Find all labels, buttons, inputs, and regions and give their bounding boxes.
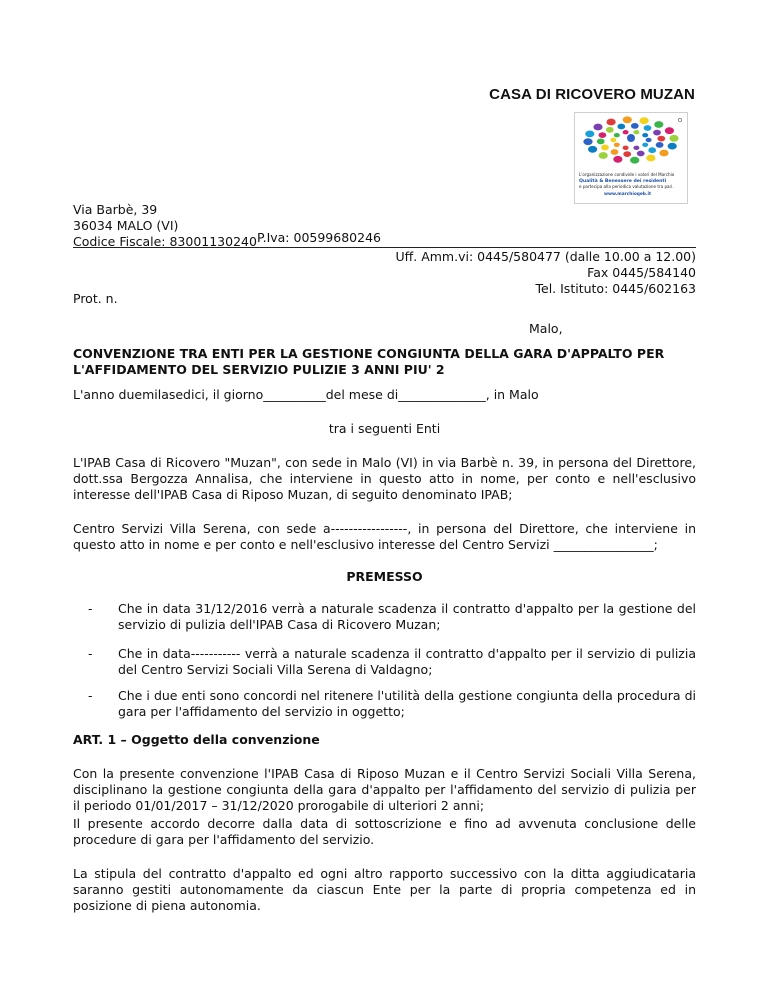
article-1-heading: ART. 1 – Oggetto della convenzione <box>73 732 320 747</box>
logo-dot <box>659 150 668 157</box>
article-1-paragraph-2: Il presente accordo decorre dalla data di sottoscrizione e fino ad avvenuta conclusione delle procedure di gara per l'affidamento del servizio. <box>73 816 696 847</box>
logo-dot <box>593 124 602 131</box>
logo-dot <box>631 123 639 129</box>
article-1-paragraph-1: Con la presente convenzione l'IPAB Casa di Riposo Muzan e il Centro Servizi Sociali Villa Serena, disciplinano la gestione congiunta della gara d'appalto per l'affidamento del servizio di pulizia per il periodo 01/01/2017 – 31/12/2020 prorogabile di ulteriori 2 anni; <box>73 766 696 813</box>
logo-dot <box>656 142 664 148</box>
place-date: Malo, <box>529 321 563 336</box>
logo-dot <box>610 138 616 142</box>
bullet-marker: - <box>88 688 93 703</box>
protocol-number: Prot. n. <box>73 291 118 306</box>
logo-dot <box>599 152 608 159</box>
codice-fiscale: Codice Fiscale: 83001130240 <box>73 234 257 249</box>
logo-dot <box>601 145 609 151</box>
logo-dot <box>640 117 649 124</box>
logo-dot <box>642 143 648 147</box>
article-1-paragraph-3: La stipula del contratto d'appalto ed ogni altro rapporto successivo con la ditta aggiudicataria saranno gestiti autonomamente da ciascun Ente per la parte di propria competenza ed in posizione di piena autonomia. <box>73 866 696 913</box>
tel-istituto: Tel. Istituto: 0445/602163 <box>535 281 696 296</box>
logo-dot <box>633 130 639 134</box>
logo-dot <box>637 151 645 157</box>
premise-item-3: Che i due enti sono concordi nel ritenere l'utilità della gestione congiunta della procedura di gara per l'affidamento del servizio in oggetto; <box>118 688 696 719</box>
logo-graphic <box>574 112 688 204</box>
logo-dot <box>669 135 678 142</box>
logo-dot <box>644 125 652 131</box>
logo-caption-1: L'organizzazione condivide i valori del Marchio <box>579 172 675 177</box>
logo-dot <box>654 121 663 128</box>
logo-dot <box>642 133 648 137</box>
logo-center-dot <box>627 134 635 142</box>
premise-item-2: Che in data----------- verrà a naturale scadenza il contratto d'appalto per il servizio di pulizia del Centro Servizi Sociali Villa Serena di Valdagno; <box>118 646 696 677</box>
logo-dot <box>657 136 665 142</box>
logo-dot <box>630 157 639 164</box>
logo-dot <box>607 119 616 126</box>
convention-title: CONVENZIONE TRA ENTI PER LA GESTIONE CONGIUNTA DELLA GARA D'APPALTO PER L'AFFIDAMENTO DEL SERVIZIO PULIZIE 3 ANNI PIU' 2 <box>73 346 665 377</box>
address-street: Via Barbè, 39 <box>73 202 158 217</box>
logo-dot <box>597 139 605 145</box>
logo-dot <box>617 124 625 130</box>
logo-dot <box>585 131 594 138</box>
address-city: 36034 MALO (VI) <box>73 218 179 233</box>
premesso-heading: PREMESSO <box>346 569 423 584</box>
premise-item-1: Che in data 31/12/2016 verrà a naturale scadenza il contratto d'appalto per la gestione del servizio di pulizia dell'IPAB Casa di Ricovero Muzan; <box>118 601 696 632</box>
party-villa-serena: Centro Servizi Villa Serena, con sede a-----------------, in persona del Direttore, che interviene in questo atto in nome e per conto e nell'esclusivo interesse del Centro Servizi ________________; <box>73 521 696 552</box>
logo-dot <box>623 130 629 134</box>
contacts-block <box>360 249 696 297</box>
between-line: tra i seguenti Enti <box>328 421 441 436</box>
partita-iva: P.Iva: 00599680246 <box>257 230 381 245</box>
logo-dot <box>623 116 632 123</box>
logo-dot <box>583 138 592 145</box>
logo-dot <box>606 127 614 133</box>
quality-mark-logo <box>574 112 688 204</box>
fax-number: Fax 0445/584140 <box>587 265 696 280</box>
logo-dot <box>613 156 622 163</box>
logo-dot <box>614 133 620 137</box>
logo-dot <box>623 146 629 150</box>
bullet-marker: - <box>88 601 93 616</box>
logo-dot <box>646 138 652 142</box>
logo-caption-3: e partecipa alla periodica valutazione tra pari. <box>579 184 674 189</box>
logo-dot <box>668 143 677 150</box>
logo-dot <box>646 155 655 162</box>
bullet-marker: - <box>88 646 93 661</box>
logo-caption-url: www.marchioqeb.it <box>604 192 652 197</box>
header-divider <box>73 247 696 248</box>
uff-amm-phone: Uff. Amm.vi: 0445/580477 (dalle 10.00 a 12.00) <box>395 249 696 264</box>
org-title: CASA DI RICOVERO MUZAN <box>489 86 695 103</box>
party-ipab: L'IPAB Casa di Ricovero "Muzan", con sede in Malo (VI) in via Barbè n. 39, in persona del Direttore, dott.ssa Bergozza Annalisa, che interviene in questo atto in nome, per conto e nell'esclusivo interesse dell'IPAB Casa di Riposo Muzan, di seguito denominato IPAB; <box>73 455 696 502</box>
logo-dot <box>633 146 639 150</box>
logo-dot <box>653 130 661 136</box>
logo-dot <box>623 151 631 157</box>
logo-dot <box>665 127 674 134</box>
logo-dot <box>588 146 597 153</box>
logo-caption-2: Qualità & Benessere dei residenti <box>579 179 667 184</box>
logo-dot <box>599 132 607 138</box>
date-line: L'anno duemilasedici, il giorno__________del mese di______________, in Malo <box>73 387 539 402</box>
logo-dot <box>648 147 656 153</box>
logo-dot <box>614 143 620 147</box>
logo-dot <box>611 149 619 155</box>
